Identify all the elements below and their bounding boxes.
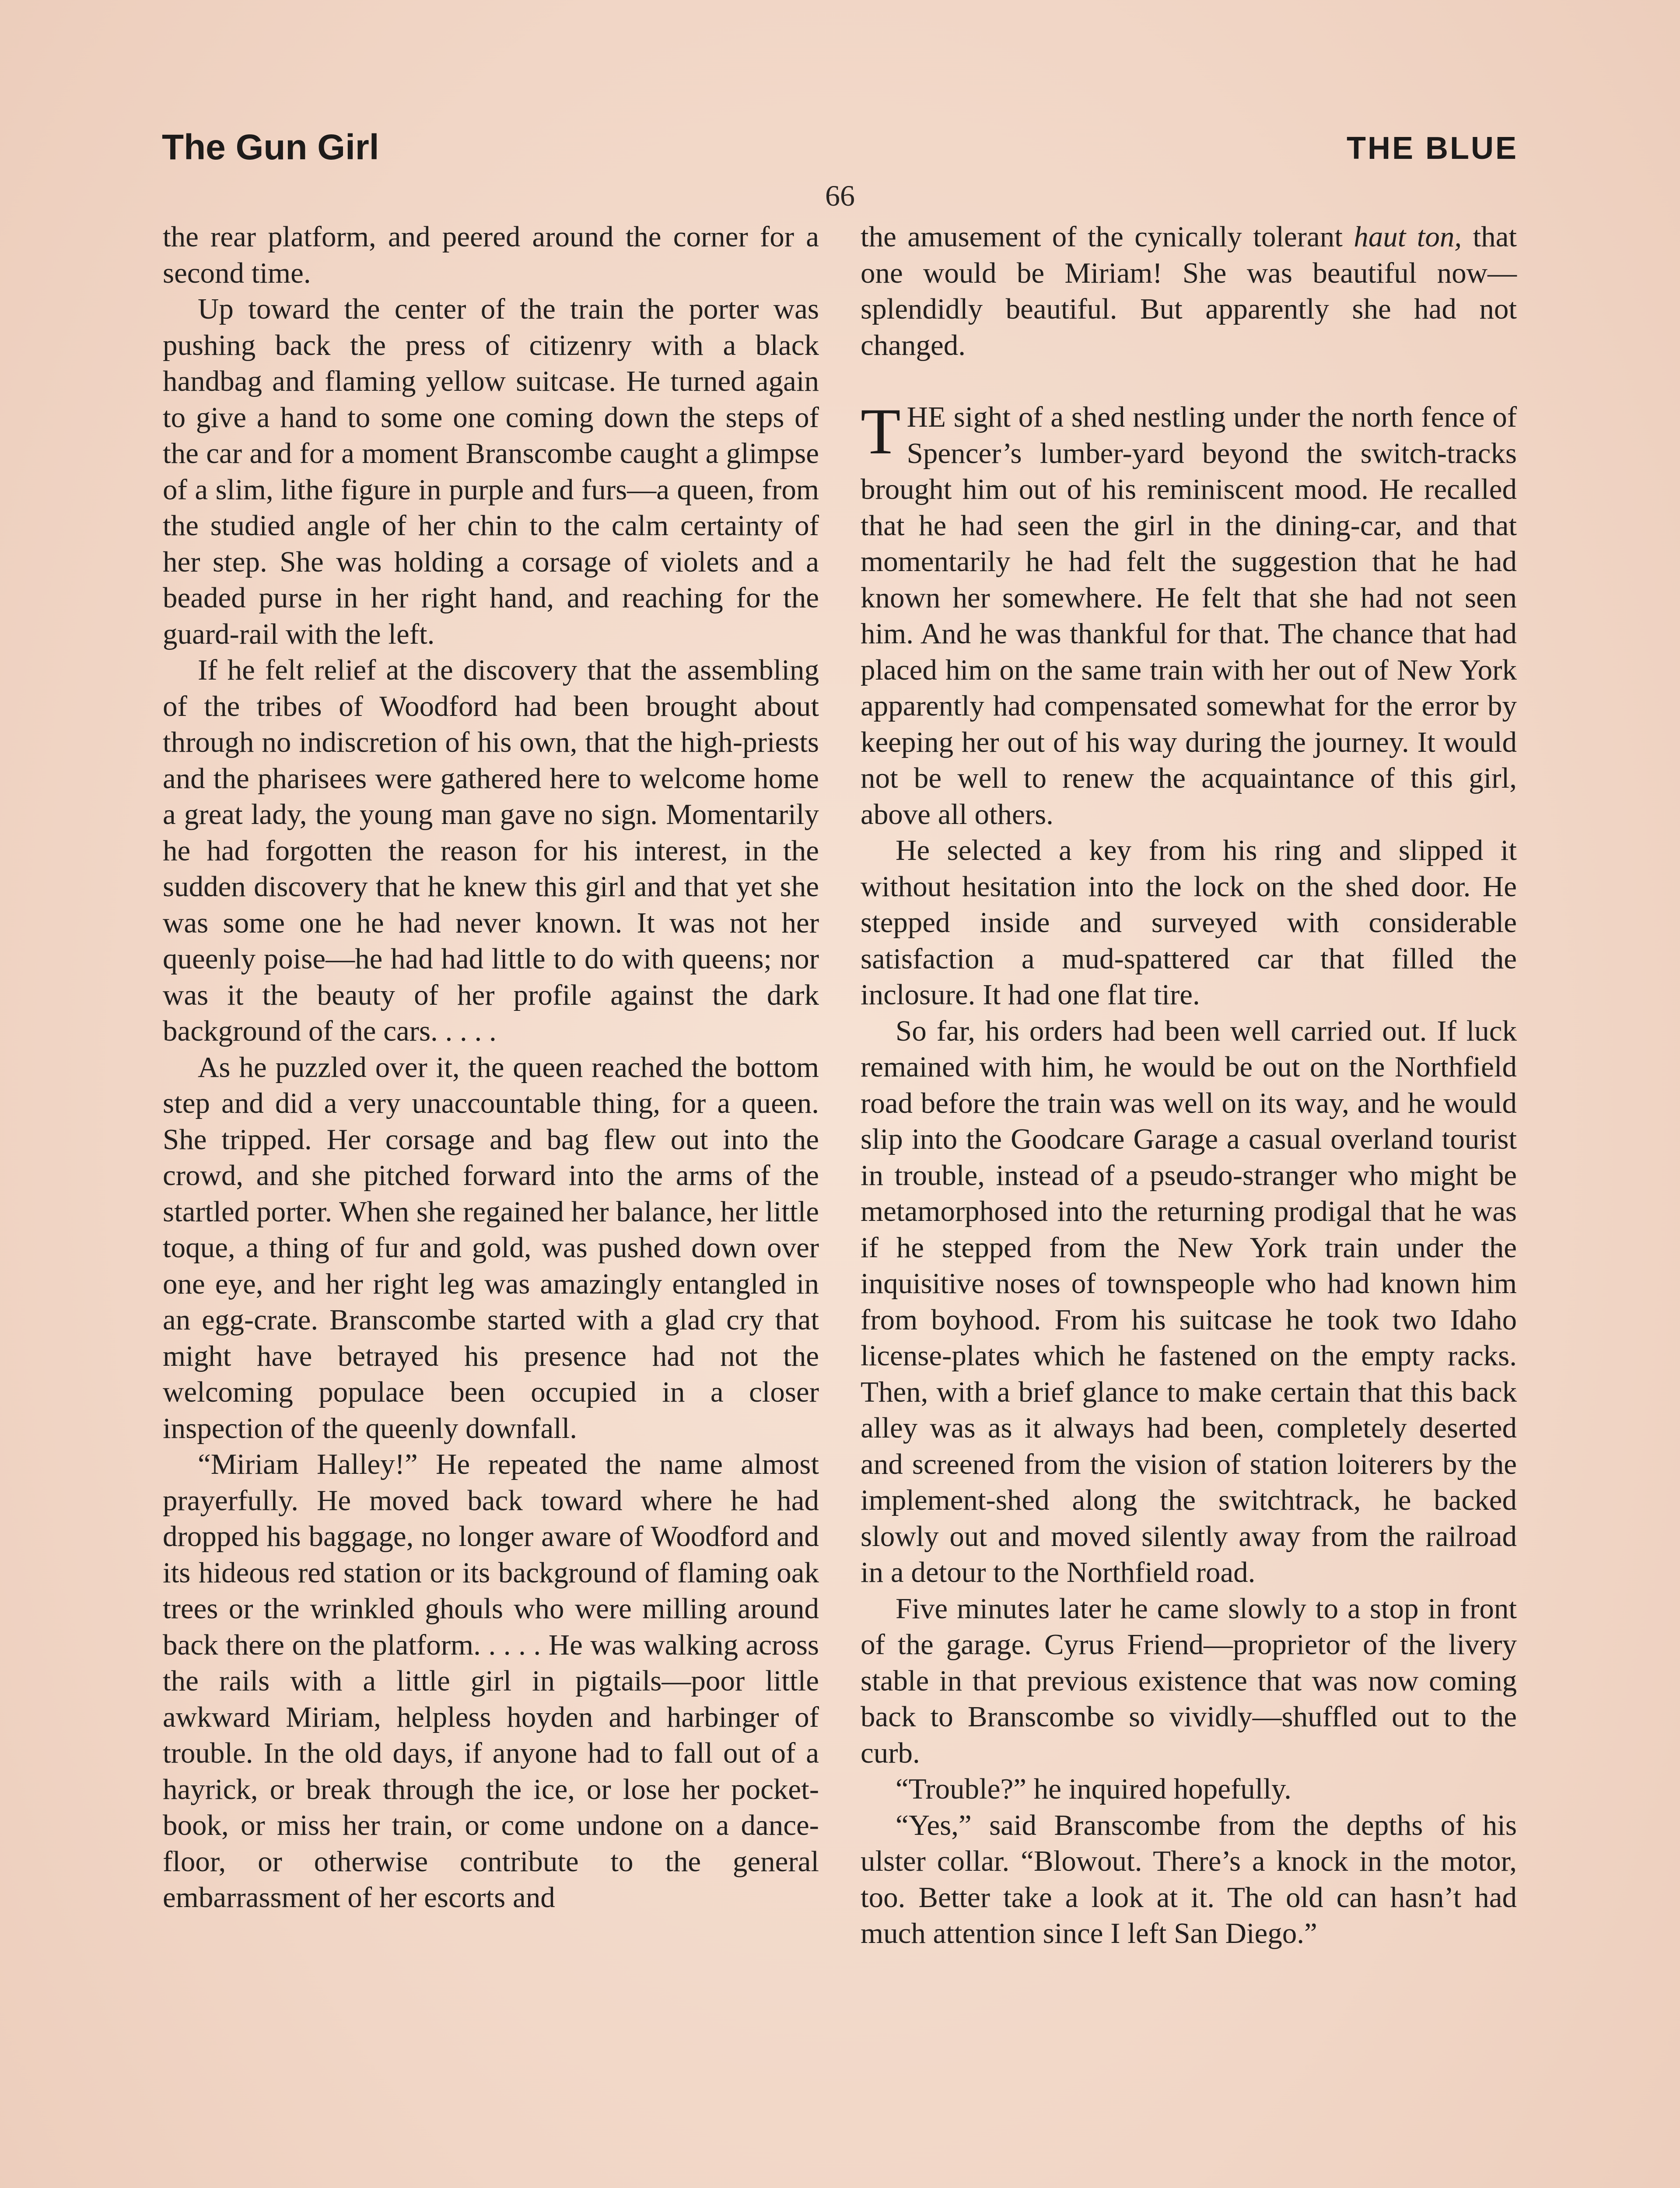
paragraph: So far, his orders had been well carried out. If luck remained with him, he would be out on the Northfield road before the train was well on its way, and he would slip into the Goodcare Garage a casual overland tourist in trouble, instead of a pseudo-stranger who might be metamorphosed into the returning prodigal that he was if he stepped from the New York train under the inquisitive noses of townspeople who had known him from boyhood. From his suitcase he took two Idaho license-plates which he fastened on the empty racks. Then, with a brief glance to make certain that this back alley was as it always had been, completely deserted and screened from the vision of station loiterers by the implement-shed along the switchtrack, he backed slowly out and moved silently away from the railroad in a detour to the Northfield road. [861, 1014, 1517, 1588]
paragraph: If he felt relief at the discovery that the assembling of the tribes of Woodford had been brought about through no indiscretion of his own, that the high-priests and the pharisees were gathered here to welcome home a great lady, the young man gave no sign. Momentarily he had forgotten the reason for his interest, in the sudden discovery that he knew this girl and that yet she was some one he had never known. It was not her queenly poise—he had had little to do with queens; nor was it the beauty of her profile against the dark background of the cars. . . . . [163, 654, 819, 1047]
paragraph-text: the amusement of the cynically tolerant [861, 221, 1354, 253]
paragraph: the rear platform, and peered around the corner for a second time. [163, 221, 819, 289]
paragraph-text: HE sight of a shed nestling under the north fence of Spencer’s lumber-yard beyond the switch-tracks brought him out of his reminiscent mood. He recalled that he had seen the girl in the dining-car, and that momentarily he had felt the suggestion that he had known her somewhere. He felt that she had not seen him. And he was thankful for that. The chance that had placed him on the same train with her out of New York apparently had compensated somewhat for the error by keeping her out of his way during the journey. It would not be well to renew the acquaintance of this girl, above all others. [861, 401, 1517, 831]
drop-cap: T [861, 395, 901, 468]
paragraph-text: that one would be Miriam! She was beautiful now—splendidly beautiful. But apparently she had not changed. [861, 221, 1517, 361]
right-column [861, 219, 1517, 1952]
paragraph: He selected a key from his ring and slipped it without hesitation into the lock on the shed door. He stepped inside and surveyed with considerable satisfaction a mud-spattered car that filled the inclosure. It had one flat tire. [861, 834, 1517, 1011]
magazine-title: THE BLUE [1347, 131, 1518, 166]
section-opening-paragraph [861, 395, 1517, 832]
paragraph: Five minutes later he came slowly to a stop in front of the garage. Cyrus Friend—proprietor of the livery stable in that previous existence that was now coming back to Branscombe so vividly—shuffled out to the curb. [861, 1592, 1517, 1769]
paragraph: As he puzzled over it, the queen reached the bottom step and did a very unaccountable thing, for a queen. She tripped. Her corsage and bag flew out into the crowd, and she pitched forward into the arms of the startled porter. When she regained her balance, her little toque, a thing of fur and gold, was pushed down over one eye, and her right leg was amazingly entangled in an egg-crate. Branscombe started with a glad cry that might have betrayed his presence had not the welcoming populace been occupied in a closer inspection of the queenly downfall. [163, 1051, 819, 1445]
left-column [163, 219, 819, 1916]
paragraph: “Trouble?” he inquired hopefully. [896, 1773, 1292, 1805]
paragraph: “Yes,” said Branscombe from the depths of his ulster collar. “Blowout. There’s a knock in the motor, too. Better take a look at it. The old can hasn’t had much attention since I left San Diego.” [861, 1809, 1517, 1950]
paragraph [861, 219, 1517, 363]
paragraph: Up toward the center of the train the porter was pushing back the press of citizenry with a black handbag and flaming yellow suitcase. He turned again to give a hand to some one coming down the steps of the car and for a moment Branscombe caught a glimpse of a slim, lithe figure in purple and furs—a queen, from the studied angle of her chin to the calm certainty of her step. She was holding a corsage of violets and a beaded purse in her right hand, and reaching for the guard-rail with the left. [163, 293, 819, 650]
story-title: The Gun Girl [162, 127, 379, 167]
italic-phrase: haut ton, [1354, 221, 1462, 253]
paragraph: “Miriam Halley!” He repeated the name almost prayerfully. He moved back toward where he had dropped his baggage, no longer aware of Woodford and its hideous red station or its background of flaming oak trees or the wrinkled ghouls who were milling around back there on the platform. . . . . He was walking across the rails with a little girl in pigtails—poor little awkward Miriam, helpless hoyden and harbinger of trouble. In the old days, if anyone had to fall out of a hayrick, or break through the ice, or lose her pocketbook, or miss her train, or come undone on a dance-floor, or otherwise contribute to the general embarrassment of her escorts and [163, 1448, 819, 1914]
page-number: 66 [825, 179, 855, 212]
